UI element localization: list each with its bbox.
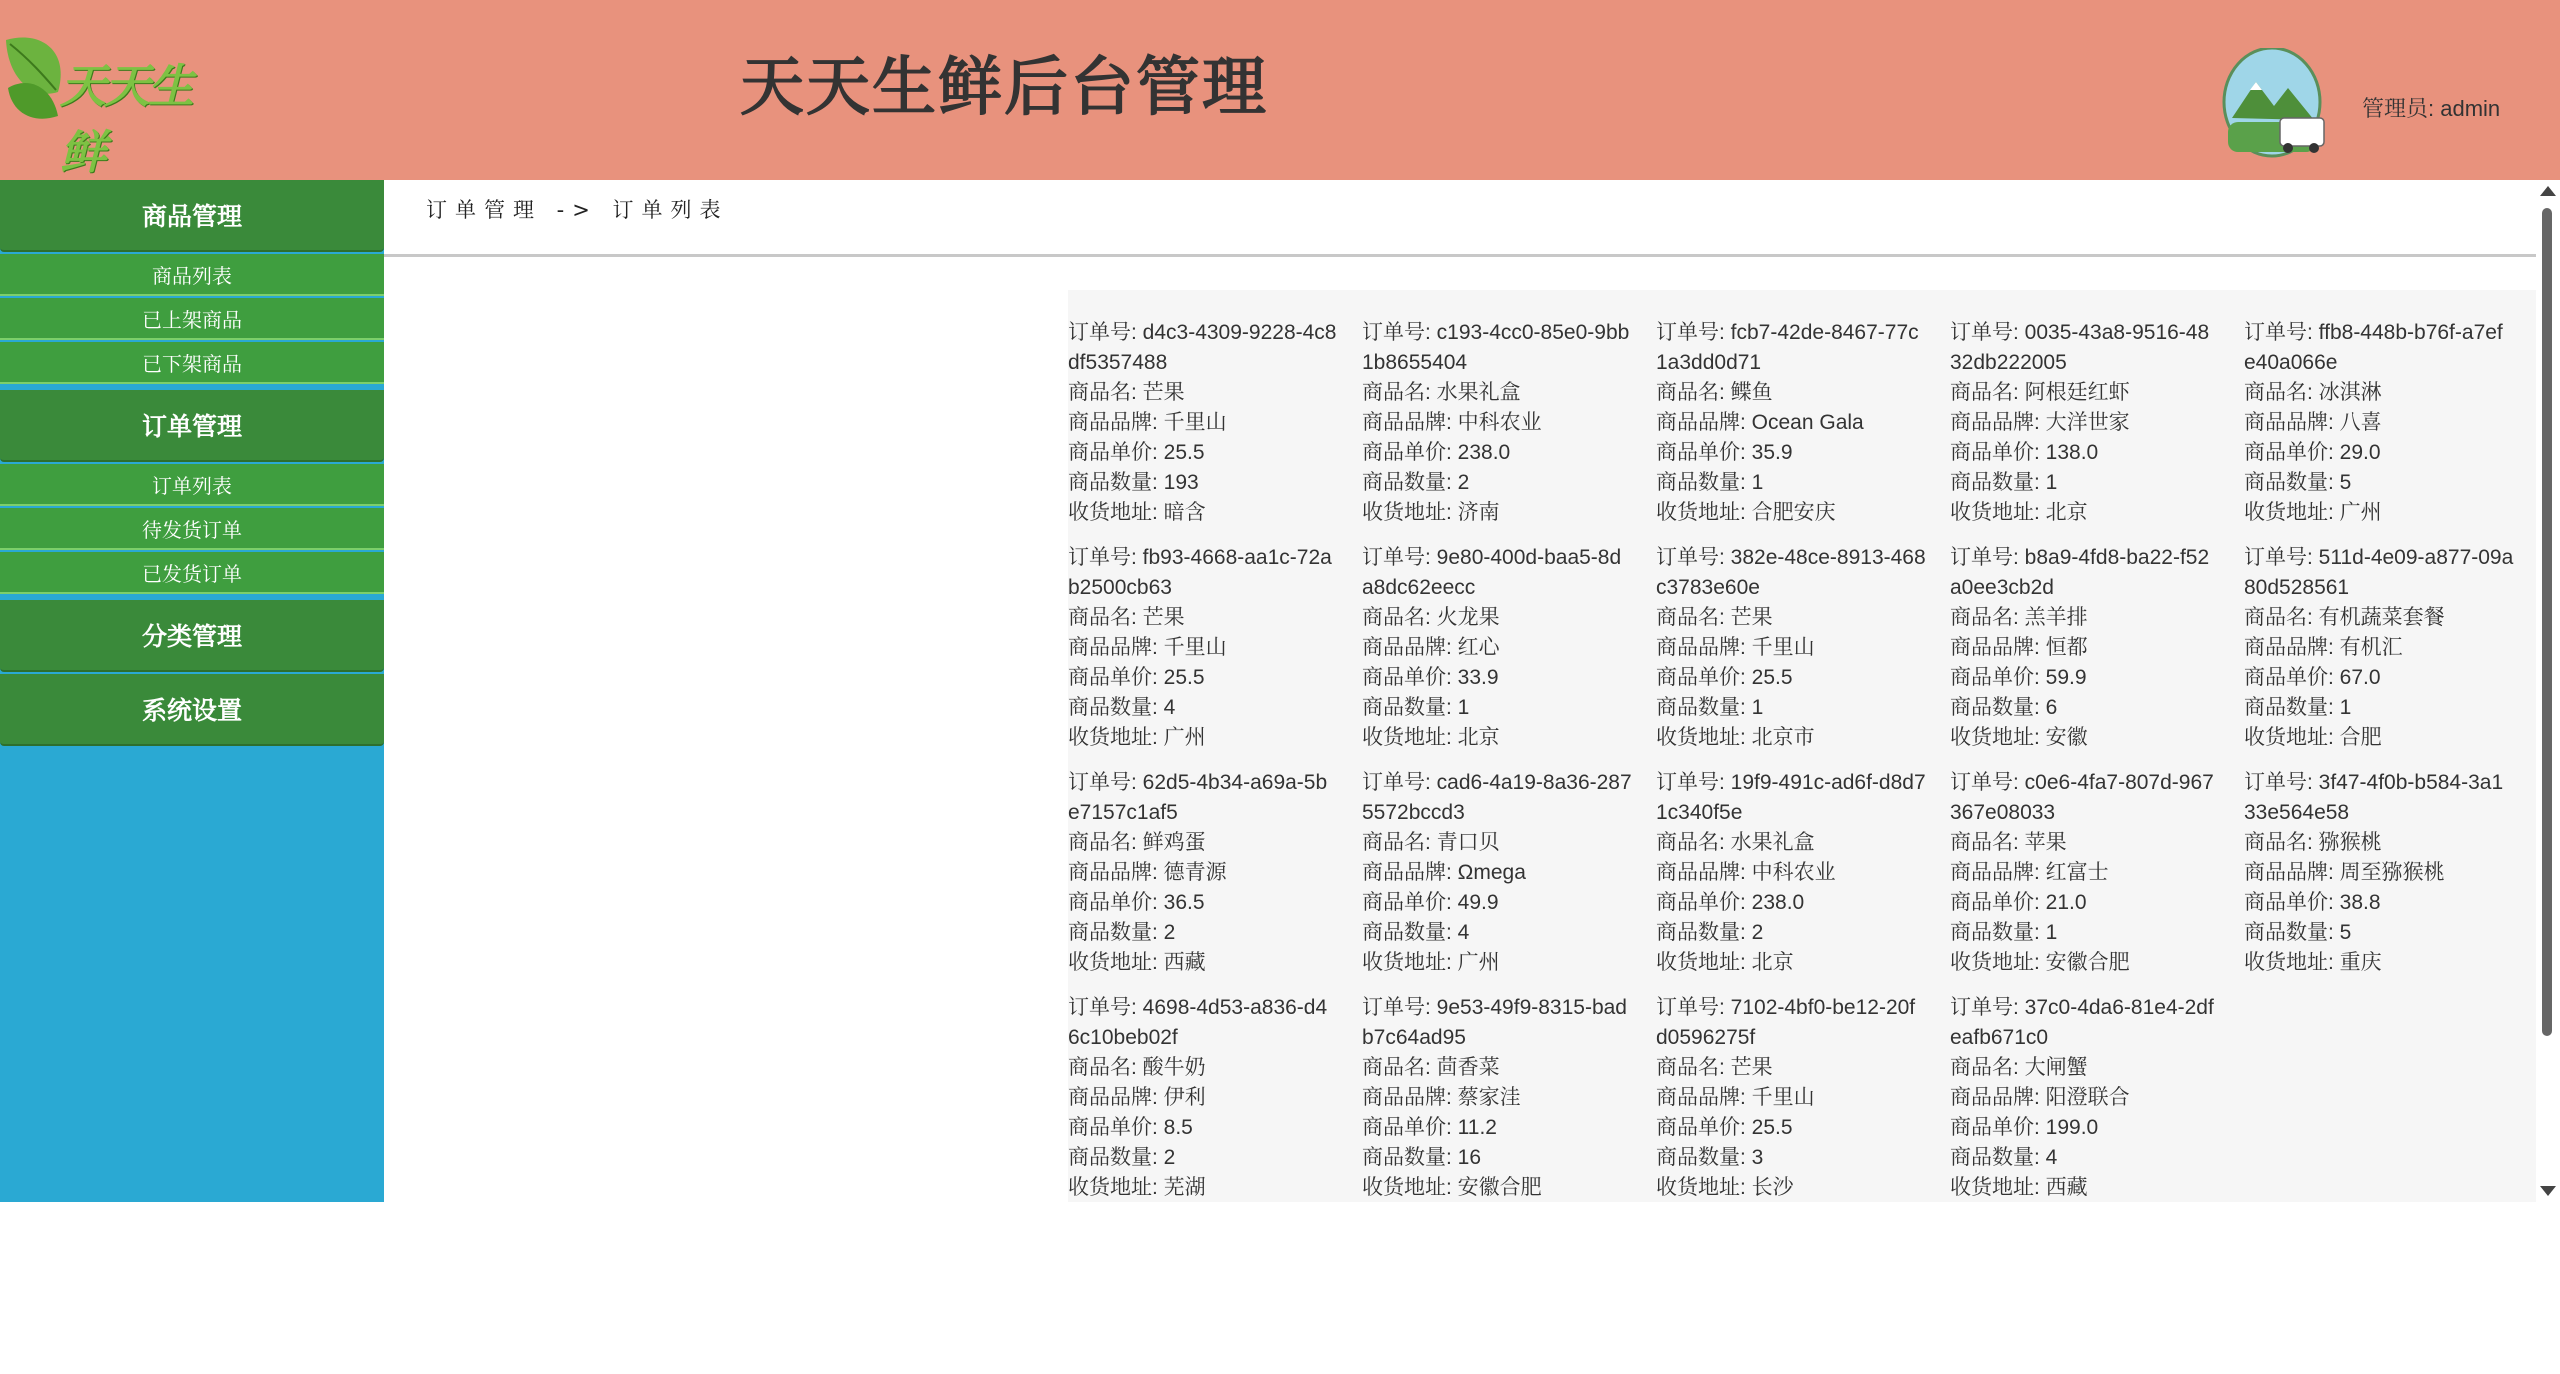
product-name: 商品名: 芒果 (1068, 381, 1185, 404)
product-price: 商品单价: 29.0 (2244, 441, 2381, 464)
menu-goods-management[interactable]: 商品管理 (0, 180, 384, 252)
product-name: 商品名: 有机蔬菜套餐 (2244, 606, 2445, 629)
shipping-address: 收货地址: 广州 (2244, 501, 2382, 524)
product-brand: 商品品牌: 千里山 (1068, 636, 1227, 659)
order-id: 订单号: d4c3-4309-9228-4c8df5357488 (1068, 321, 1337, 374)
product-quantity: 商品数量: 1 (1656, 471, 1764, 494)
product-name: 商品名: 酸牛奶 (1068, 1056, 1206, 1079)
shipping-address: 收货地址: 广州 (1362, 951, 1500, 974)
order-id: 订单号: 62d5-4b34-a69a-5be7157c1af5 (1068, 771, 1328, 824)
product-brand: 商品品牌: 阳澄联合 (1950, 1086, 2130, 1109)
order-card (2244, 318, 2514, 528)
shipping-address: 收货地址: 合肥 (2244, 726, 2382, 749)
menu-item-unlisted-goods[interactable]: 已下架商品 (0, 342, 384, 384)
order-card (1950, 993, 2220, 1202)
order-id: 订单号: 19f9-491c-ad6f-d8d71c340f5e (1656, 771, 1926, 824)
order-card (1362, 543, 1632, 753)
order-card (1950, 543, 2220, 753)
shipping-address: 收货地址: 西藏 (1950, 1176, 2088, 1199)
order-id: 订单号: fcb7-42de-8467-77c1a3dd0d71 (1656, 321, 1919, 374)
shipping-address: 收货地址: 合肥安庆 (1656, 501, 1836, 524)
product-quantity: 商品数量: 2 (1362, 471, 1470, 494)
scroll-down-arrow-icon[interactable] (2540, 1186, 2556, 1196)
product-quantity: 商品数量: 6 (1950, 696, 2058, 719)
product-quantity: 商品数量: 5 (2244, 921, 2352, 944)
product-quantity: 商品数量: 1 (1950, 471, 2058, 494)
vertical-scrollbar[interactable] (2536, 180, 2560, 1202)
order-id: 订单号: 9e80-400d-baa5-8da8dc62eecc (1362, 546, 1622, 599)
product-quantity: 商品数量: 1 (2244, 696, 2352, 719)
avatar-icon[interactable] (2222, 48, 2326, 160)
menu-category-management[interactable]: 分类管理 (0, 600, 384, 672)
order-card (1362, 993, 1632, 1202)
shipping-address: 收货地址: 北京 (1362, 726, 1500, 749)
menu-item-shipped-orders[interactable]: 已发货订单 (0, 552, 384, 594)
admin-label: 管理员: admin (2362, 96, 2501, 121)
product-brand: 商品品牌: 八喜 (2244, 411, 2382, 434)
shipping-address: 收货地址: 济南 (1362, 501, 1500, 524)
menu-item-pending-orders[interactable]: 待发货订单 (0, 508, 384, 550)
product-brand: 商品品牌: 德青源 (1068, 861, 1227, 884)
product-quantity: 商品数量: 2 (1068, 921, 1176, 944)
order-id: 订单号: 511d-4e09-a877-09a80d528561 (2244, 546, 2514, 599)
order-id: 订单号: c193-4cc0-85e0-9bb1b8655404 (1362, 321, 1630, 374)
product-price: 商品单价: 25.5 (1656, 666, 1793, 689)
order-card (1068, 543, 1338, 753)
product-brand: 商品品牌: 中科农业 (1362, 411, 1542, 434)
order-id: 订单号: 382e-48ce-8913-468c3783e60e (1656, 546, 1926, 599)
product-brand: 商品品牌: 红心 (1362, 636, 1500, 659)
scroll-up-arrow-icon[interactable] (2540, 186, 2556, 196)
product-quantity: 商品数量: 193 (1068, 471, 1199, 494)
order-id: 订单号: 7102-4bf0-be12-20fd0596275f (1656, 996, 1916, 1049)
product-quantity: 商品数量: 4 (1068, 696, 1176, 719)
order-card (1656, 993, 1926, 1202)
product-brand: 商品品牌: 千里山 (1656, 636, 1815, 659)
order-id: 订单号: 0035-43a8-9516-4832db222005 (1950, 321, 2210, 374)
shipping-address: 收货地址: 暗含 (1068, 501, 1206, 524)
product-brand: 商品品牌: 大洋世家 (1950, 411, 2130, 434)
product-brand: 商品品牌: 蔡家洼 (1362, 1086, 1521, 1109)
product-name: 商品名: 芒果 (1656, 1056, 1773, 1079)
order-card (1068, 768, 1338, 978)
order-id: 订单号: b8a9-4fd8-ba22-f52a0ee3cb2d (1950, 546, 2210, 599)
order-card (1362, 318, 1632, 528)
product-price: 商品单价: 33.9 (1362, 666, 1499, 689)
shipping-address: 收货地址: 北京 (1656, 951, 1794, 974)
order-id: 订单号: 9e53-49f9-8315-badb7c64ad95 (1362, 996, 1627, 1049)
order-card (1068, 993, 1338, 1202)
order-id: 订单号: ffb8-448b-b76f-a7efe40a066e (2244, 321, 2503, 374)
product-name: 商品名: 鲽鱼 (1656, 381, 1773, 404)
order-id: 订单号: 3f47-4f0b-b584-3a133e564e58 (2244, 771, 2504, 824)
order-id: 订单号: 37c0-4da6-81e4-2dfeafb671c0 (1950, 996, 2214, 1049)
product-price: 商品单价: 35.9 (1656, 441, 1793, 464)
product-quantity: 商品数量: 1 (1656, 696, 1764, 719)
shipping-address: 收货地址: 安徽 (1950, 726, 2088, 749)
product-quantity: 商品数量: 2 (1656, 921, 1764, 944)
order-card (1656, 543, 1926, 753)
product-price: 商品单价: 138.0 (1950, 441, 2099, 464)
order-id: 订单号: 4698-4d53-a836-d46c10beb02f (1068, 996, 1328, 1049)
menu-system-settings[interactable]: 系统设置 (0, 674, 384, 746)
page-title: 天天生鲜后台管理 (740, 51, 1268, 125)
shipping-address: 收货地址: 芜湖 (1068, 1176, 1206, 1199)
product-brand: 商品品牌: 恒都 (1950, 636, 2088, 659)
product-price: 商品单价: 25.5 (1068, 666, 1205, 689)
sidebar (0, 180, 384, 1202)
order-card (1656, 318, 1926, 528)
shipping-address: 收货地址: 北京市 (1656, 726, 1815, 749)
product-name: 商品名: 水果礼盒 (1656, 831, 1815, 854)
product-price: 商品单价: 38.8 (2244, 891, 2381, 914)
product-name: 商品名: 冰淇淋 (2244, 381, 2382, 404)
product-brand: 商品品牌: Ocean Gala (1656, 411, 1864, 434)
product-name: 商品名: 水果礼盒 (1362, 381, 1521, 404)
product-price: 商品单价: 238.0 (1656, 891, 1805, 914)
shipping-address: 收货地址: 西藏 (1068, 951, 1206, 974)
shipping-address: 收货地址: 北京 (1950, 501, 2088, 524)
product-price: 商品单价: 11.2 (1362, 1116, 1497, 1139)
shipping-address: 收货地址: 重庆 (2244, 951, 2382, 974)
order-card (2244, 768, 2514, 978)
product-price: 商品单价: 199.0 (1950, 1116, 2099, 1139)
menu-order-management[interactable]: 订单管理 (0, 390, 384, 462)
product-price: 商品单价: 36.5 (1068, 891, 1205, 914)
shipping-address: 收货地址: 长沙 (1656, 1176, 1794, 1199)
product-price: 商品单价: 49.9 (1362, 891, 1499, 914)
order-card (1950, 768, 2220, 978)
product-price: 商品单价: 21.0 (1950, 891, 2087, 914)
order-card (2244, 543, 2514, 753)
scroll-thumb[interactable] (2542, 208, 2552, 1036)
product-quantity: 商品数量: 4 (1362, 921, 1470, 944)
breadcrumb: 订单管理 -> 订单列表 (426, 198, 729, 222)
product-brand: 商品品牌: 千里山 (1656, 1086, 1815, 1109)
order-id: 订单号: cad6-4a19-8a36-2875572bccd3 (1362, 771, 1632, 824)
logo-text: 天天生鲜 (60, 59, 192, 179)
product-name: 商品名: 芒果 (1656, 606, 1773, 629)
order-card (1068, 318, 1338, 528)
order-card (1362, 768, 1632, 978)
product-brand: 商品品牌: Ωmega (1362, 861, 1526, 884)
order-card (1950, 318, 2220, 528)
product-quantity: 商品数量: 3 (1656, 1146, 1764, 1169)
product-name: 商品名: 青口贝 (1362, 831, 1500, 854)
order-id: 订单号: c0e6-4fa7-807d-967367e08033 (1950, 771, 2214, 824)
product-brand: 商品品牌: 红富士 (1950, 861, 2109, 884)
product-price: 商品单价: 238.0 (1362, 441, 1511, 464)
product-brand: 商品品牌: 千里山 (1068, 411, 1227, 434)
orders-panel (1068, 290, 2536, 1202)
product-name: 商品名: 芒果 (1068, 606, 1185, 629)
product-quantity: 商品数量: 5 (2244, 471, 2352, 494)
product-brand: 商品品牌: 伊利 (1068, 1086, 1206, 1109)
product-brand: 商品品牌: 中科农业 (1656, 861, 1836, 884)
product-price: 商品单价: 25.5 (1068, 441, 1205, 464)
leaf-logo-icon[interactable] (0, 30, 230, 179)
menu-item-goods-list[interactable]: 商品列表 (0, 254, 384, 296)
product-quantity: 商品数量: 1 (1950, 921, 2058, 944)
product-brand: 商品品牌: 周至猕猴桃 (2244, 861, 2445, 884)
product-quantity: 商品数量: 1 (1362, 696, 1470, 719)
product-name: 商品名: 鲜鸡蛋 (1068, 831, 1206, 854)
header-bar (0, 0, 2560, 180)
order-card (1656, 768, 1926, 978)
shipping-address: 收货地址: 广州 (1068, 726, 1206, 749)
shipping-address: 收货地址: 安徽合肥 (1362, 1176, 1542, 1199)
product-price: 商品单价: 25.5 (1656, 1116, 1793, 1139)
product-quantity: 商品数量: 2 (1068, 1146, 1176, 1169)
product-brand: 商品品牌: 有机汇 (2244, 636, 2403, 659)
menu-item-listed-goods[interactable]: 已上架商品 (0, 298, 384, 340)
product-name: 商品名: 火龙果 (1362, 606, 1500, 629)
product-name: 商品名: 茴香菜 (1362, 1056, 1500, 1079)
product-name: 商品名: 羔羊排 (1950, 606, 2088, 629)
product-quantity: 商品数量: 16 (1362, 1146, 1482, 1169)
product-price: 商品单价: 67.0 (2244, 666, 2381, 689)
product-name: 商品名: 大闸蟹 (1950, 1056, 2088, 1079)
order-id: 订单号: fb93-4668-aa1c-72ab2500cb63 (1068, 546, 1332, 599)
product-price: 商品单价: 59.9 (1950, 666, 2087, 689)
product-name: 商品名: 阿根廷红虾 (1950, 381, 2130, 404)
shipping-address: 收货地址: 安徽合肥 (1950, 951, 2130, 974)
product-name: 商品名: 苹果 (1950, 831, 2067, 854)
product-price: 商品单价: 8.5 (1068, 1116, 1193, 1139)
product-name: 商品名: 猕猴桃 (2244, 831, 2382, 854)
product-quantity: 商品数量: 4 (1950, 1146, 2058, 1169)
menu-item-order-list[interactable]: 订单列表 (0, 464, 384, 506)
breadcrumb-divider (384, 254, 2536, 257)
